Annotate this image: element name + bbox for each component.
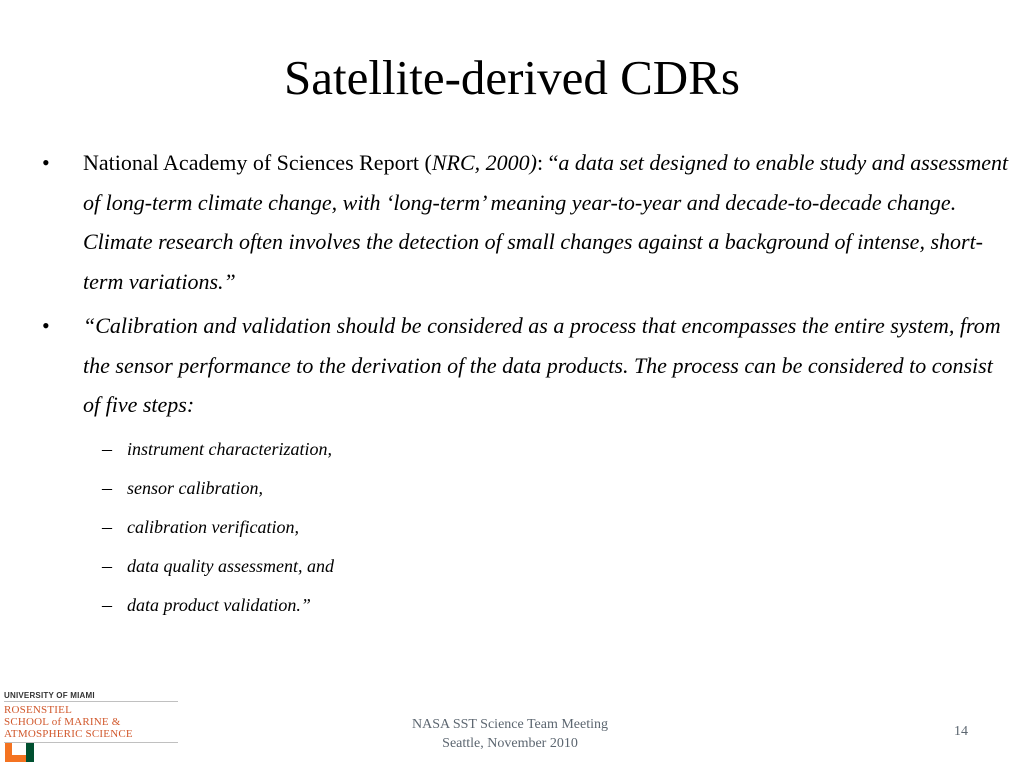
step-text: calibration verification,	[127, 516, 299, 537]
step-list	[83, 430, 1015, 625]
dash-marker: –	[102, 554, 112, 577]
logo-university-name: UNIVERSITY OF MIAMI	[4, 691, 95, 700]
step-item	[83, 508, 1015, 547]
u-logo-icon	[4, 741, 36, 763]
bullet-marker: •	[42, 313, 50, 338]
step-text: data product validation.”	[127, 594, 311, 615]
bullet-item-calibration	[40, 306, 1015, 625]
citation: NRC, 2000)	[431, 150, 537, 175]
bullet-list	[40, 143, 1015, 625]
footer-line-1: NASA SST Science Team Meeting	[411, 717, 609, 732]
dash-marker: –	[102, 476, 112, 499]
step-text: data quality assessment, and	[127, 555, 334, 576]
bullet-item-nrc-definition	[40, 143, 1015, 301]
step-item	[83, 586, 1015, 625]
step-text: sensor calibration,	[127, 477, 264, 498]
quote-open: : “	[536, 150, 559, 175]
u-logo-left	[5, 743, 12, 762]
bullet-text: “Calibration and validation should be considered as a process that encompasses the entire system, from the sensor performance to the derivation of the data products. The process can be considered to consist of five steps:	[83, 313, 1001, 417]
bullet-marker: •	[42, 150, 50, 175]
dash-marker: –	[102, 437, 112, 460]
logo-school-line: ATMOSPHERIC SCIENCE	[4, 728, 133, 740]
rsmas-logo	[4, 688, 182, 764]
slide-title: Satellite-derived CDRs	[284, 50, 740, 105]
slide-number: 14	[954, 724, 968, 739]
footer-line-2: Seattle, November 2010	[442, 736, 578, 751]
bullet-text: National Academy of Sciences Report (	[83, 150, 432, 175]
logo-school-line: ROSENSTIEL	[4, 704, 72, 716]
logo-school-line: SCHOOL of MARINE &	[4, 716, 121, 728]
dash-marker: –	[102, 593, 112, 616]
footer-meeting	[360, 715, 660, 753]
logo-divider	[4, 701, 178, 702]
quote-text: a data set designed to enable study and assessment of long-term climate change, with ‘long-term’ meaning year-to-year and decade-to-decade change. Climate research often involves the detection of small changes against a background of intense, short-term variations.”	[83, 150, 1009, 294]
u-logo-right	[26, 743, 34, 762]
u-logo-base	[12, 755, 26, 762]
dash-marker: –	[102, 515, 112, 538]
step-item	[83, 547, 1015, 586]
step-item	[83, 430, 1015, 469]
step-text: instrument characterization,	[127, 438, 332, 459]
step-item	[83, 469, 1015, 508]
